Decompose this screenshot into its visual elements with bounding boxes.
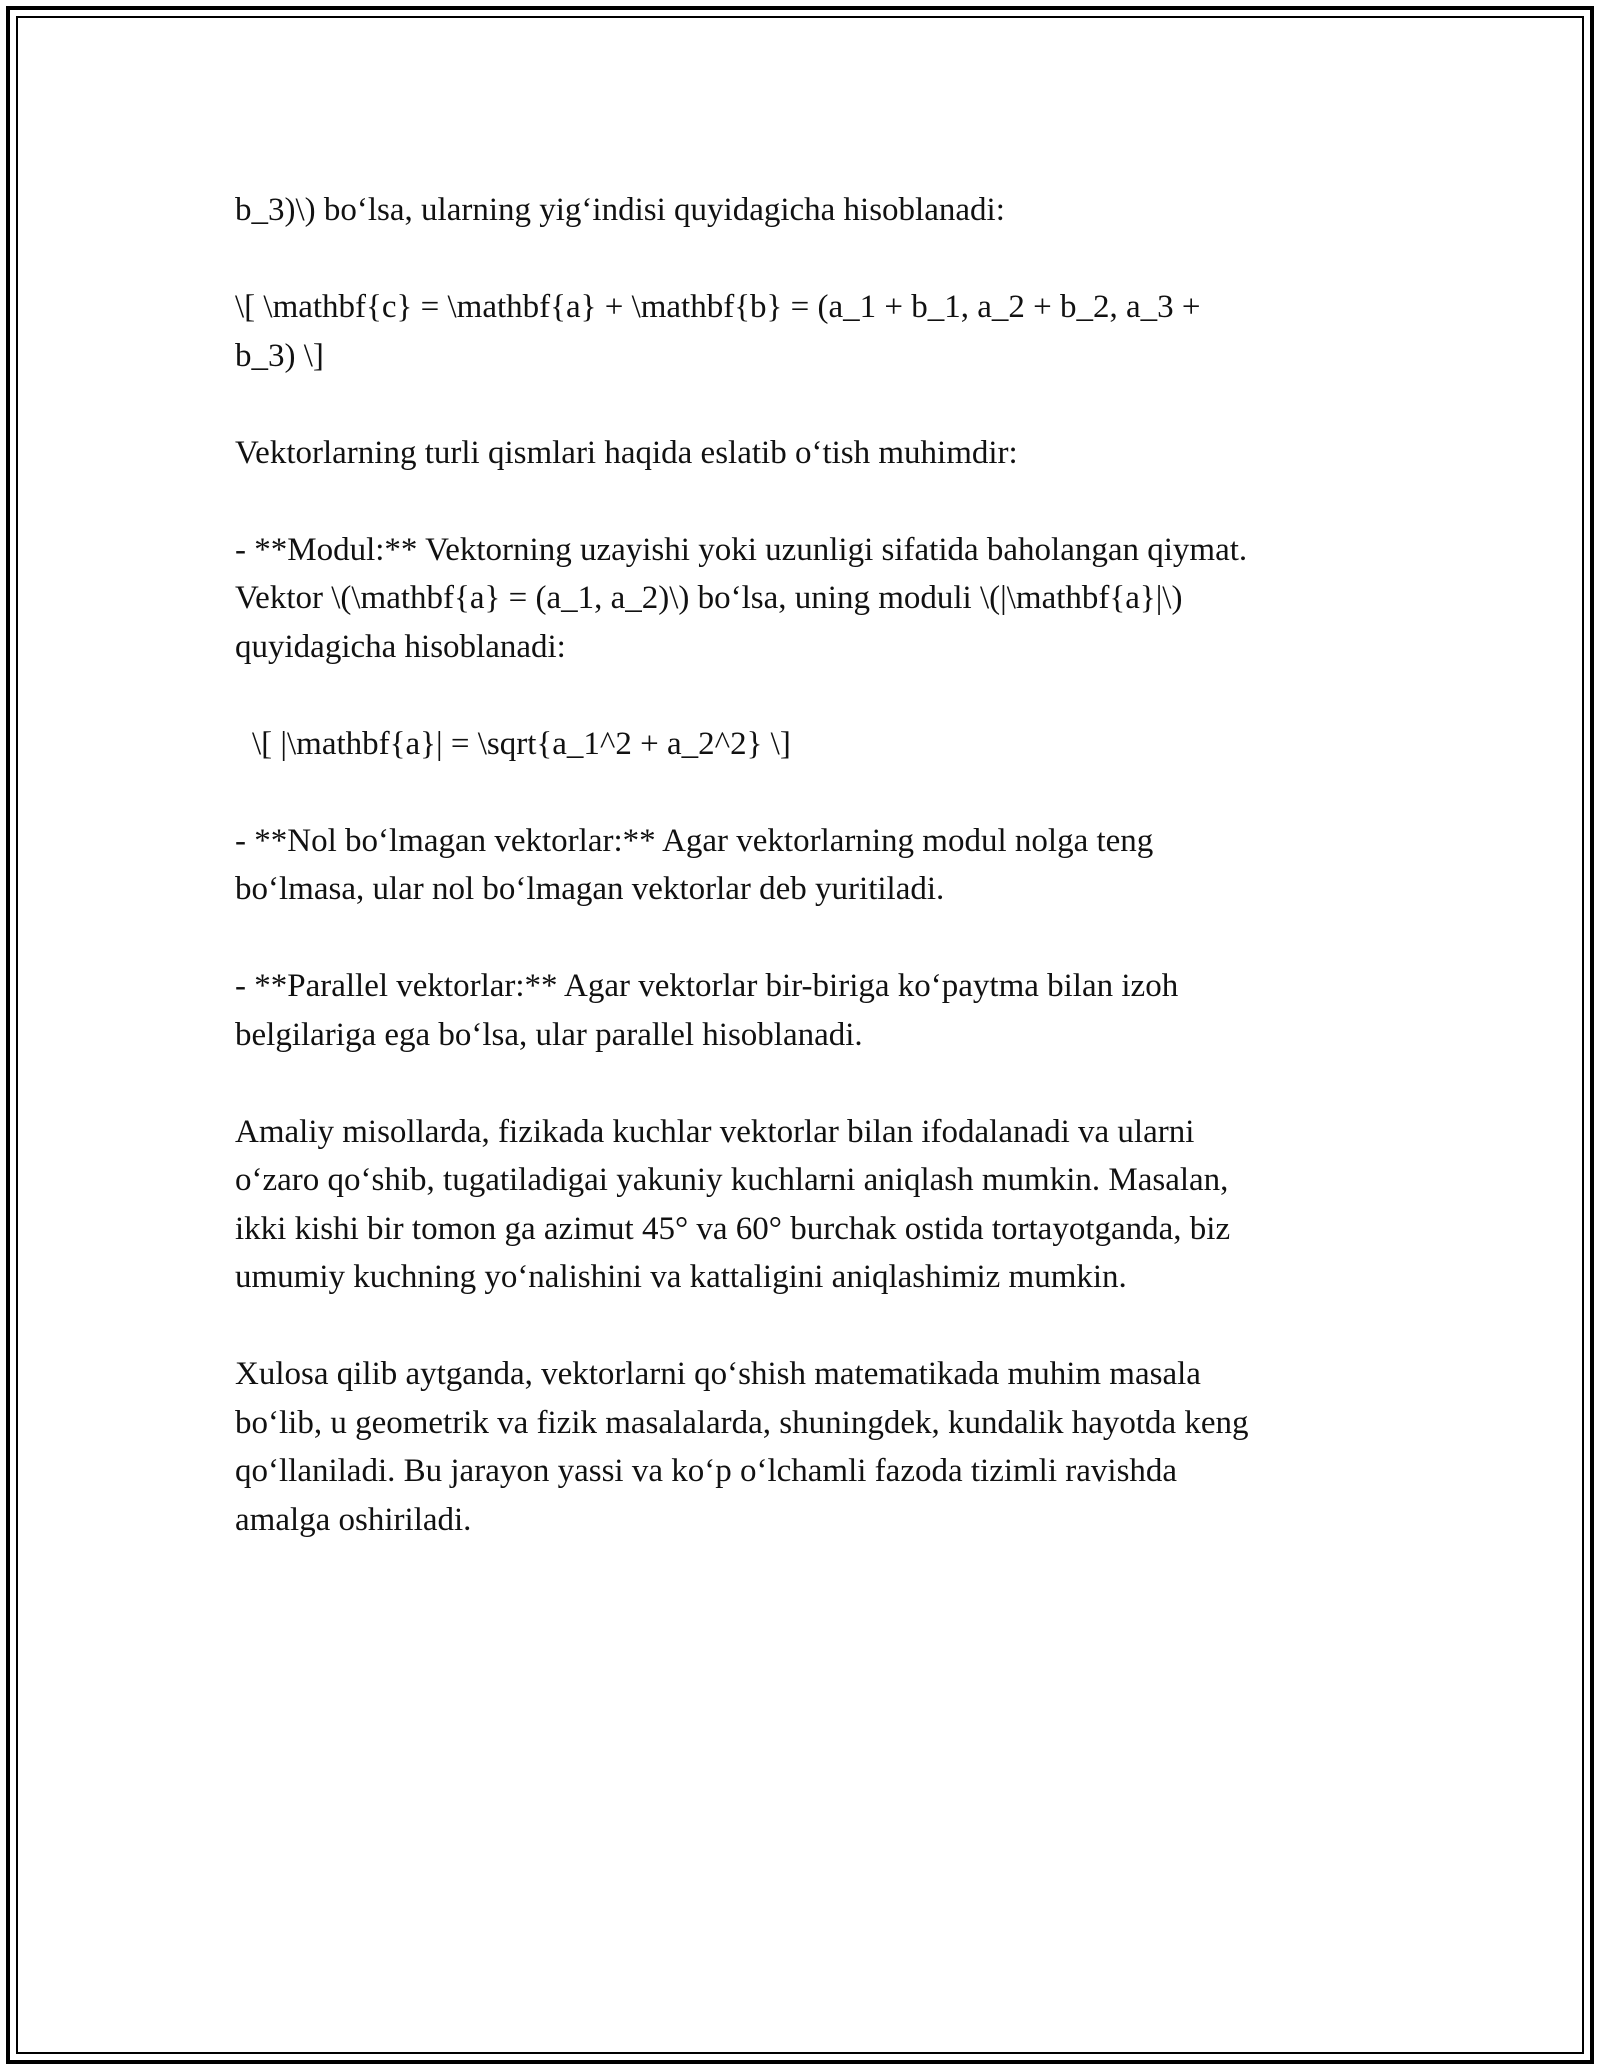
paragraph-vector-parts-intro: Vektorlarning turli qismlari haqida eslatib o‘tish muhimdir: bbox=[235, 434, 1018, 471]
document-body bbox=[235, 186, 1375, 1544]
paragraph-practical-examples: Amaliy misollarda, fizikada kuchlar vektorlar bilan ifodalanadi va ularni o‘zaro qo‘shib, tugatiladigai yakuniy kuchlarni aniqlash mumkin. Masalan, ikki kishi bir tomon ga azimut 45° va 60° burchak ostida tortayotganda, biz umumiy kuchning yo‘nalishini va kattaligini aniqlashimiz mumkin. bbox=[235, 1113, 1231, 1295]
list-item-modul: - **Modul:** Vektorning uzayishi yoki uzunligi sifatida baholangan qiymat. Vektor \(\mathbf{a} = (a_1, a_2)\) bo‘lsa, uning moduli \(|\mathbf{a}|\) quyidagicha hisoblanadi: bbox=[235, 531, 1248, 665]
paragraph-conclusion: Xulosa qilib aytganda, vektorlarni qo‘shish matematikada muhim masala bo‘lib, u geometrik va fizik masalalarda, shuningdek, kundalik hayotda keng qo‘llaniladi. Bu jarayon yassi va ko‘p o‘lchamli fazoda tizimli ravishda amalga oshiriladi. bbox=[235, 1356, 1249, 1538]
formula-modulus: \[ |\mathbf{a}| = \sqrt{a_1^2 + a_2^2} \] bbox=[252, 725, 791, 762]
list-item-parallel-vectors: - **Parallel vektorlar:** Agar vektorlar bir-biriga ko‘paytma bilan izoh belgilariga ega bo‘lsa, ular parallel hisoblanadi. bbox=[235, 968, 1179, 1053]
formula-vector-sum: \[ \mathbf{c} = \mathbf{a} + \mathbf{b} = (a_1 + b_1, a_2 + b_2, a_3 + b_3) \] bbox=[235, 289, 1201, 374]
paragraph-vector-sum-intro: b_3)\) bo‘lsa, ularning yig‘indisi quyidagicha hisoblanadi: bbox=[235, 192, 1005, 228]
list-item-nonzero-vectors: - **Nol bo‘lmagan vektorlar:** Agar vektorlarning modul nolga teng bo‘lmasa, ular nol bo‘lmagan vektorlar deb yuritiladi. bbox=[235, 822, 1154, 907]
